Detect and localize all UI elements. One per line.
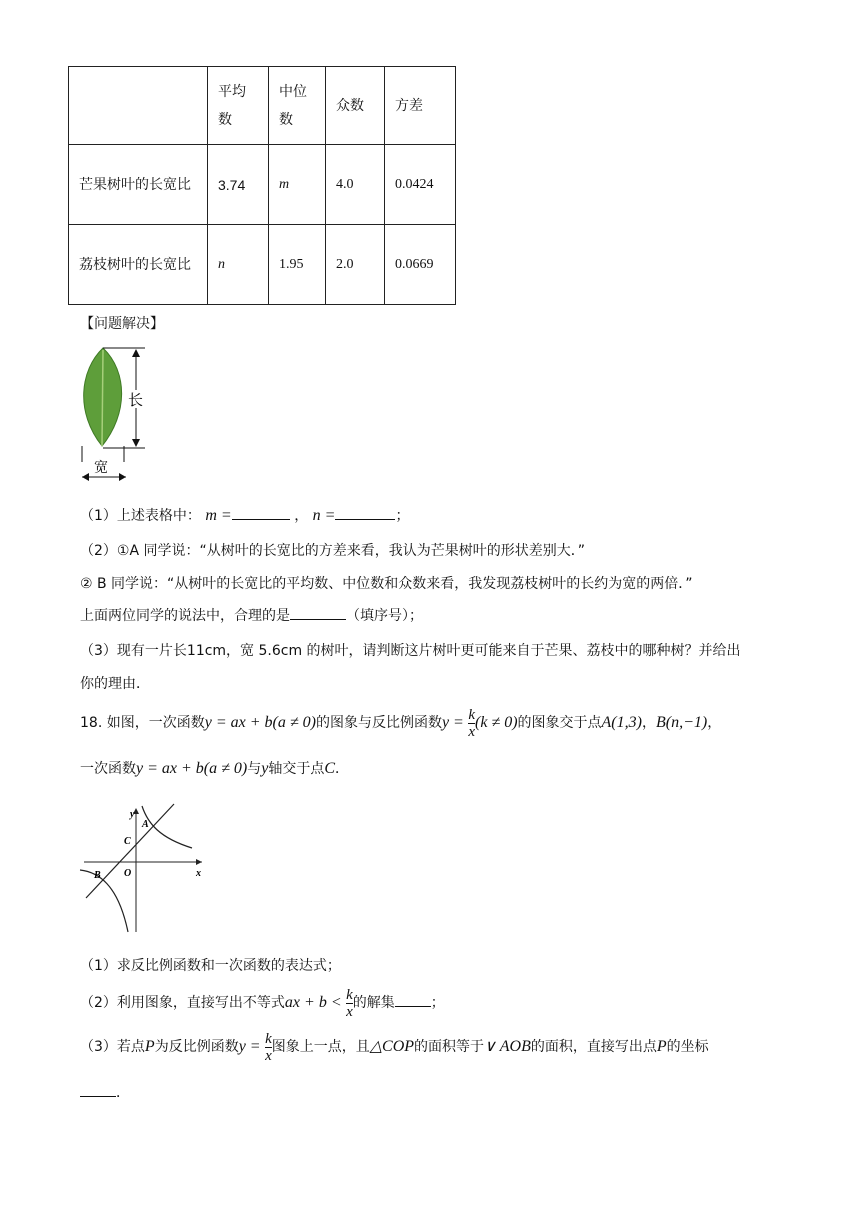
leaf-midrib (102, 350, 103, 446)
table-header-row (69, 67, 456, 145)
answer-blank[interactable] (290, 605, 346, 620)
function-graph (78, 800, 208, 935)
point-a-label: A (142, 819, 149, 830)
y-label: y (130, 809, 135, 820)
section-title: 【问题解决】 (80, 316, 164, 332)
header-empty-cell (69, 67, 208, 145)
width-arrow (80, 470, 130, 484)
q18-part3-blank-line: ． (80, 1082, 130, 1102)
x-axis-arrow-icon (196, 859, 202, 865)
statistics-table (68, 66, 456, 305)
origin-label: O (124, 868, 132, 879)
fraction-k-over-x: $\frac{k}{x}$ (265, 1030, 272, 1064)
point-c-label: C (124, 836, 131, 847)
fraction-k-over-x: $\frac{k}{x}$ (468, 706, 475, 740)
table-row (69, 145, 456, 225)
mean-cell: 3.74 (208, 145, 269, 225)
arrow-head-icon (119, 473, 126, 481)
variance-cell: 0.0424 (385, 145, 456, 225)
median-cell: 1.95 (269, 225, 326, 305)
arrow-head-icon (132, 439, 140, 447)
q17-part3a: （3）现有一片长11cm，宽 5.6cm 的树叶，请判断这片树叶更可能来自于芒果、荔枝中的哪种树？并给出 (80, 643, 741, 659)
mode-cell: 4.0 (326, 145, 385, 225)
answer-blank[interactable] (395, 992, 431, 1007)
row-label: 芒果树叶的长宽比 (69, 145, 208, 225)
q18-line1: 18. 如图，一次函数y = ax + b(a ≠ 0)的图象与反比例函数y = $\frac{k}{x}$ (k ≠ 0)的图象交于点A(1,3)，B(n,−1)， (80, 706, 722, 740)
header-median: 中位数 (269, 67, 326, 145)
header-mode: 众数 (326, 67, 385, 145)
answer-blank-m[interactable] (232, 505, 290, 520)
q17-part2b: ② B 同学说：“从树叶的长宽比的平均数、中位数和众数来看，我发现荔枝树叶的长约为宽的两倍．” (80, 576, 693, 592)
header-mean: 平均数 (208, 67, 269, 145)
answer-blank[interactable] (80, 1082, 116, 1097)
table-row (69, 225, 456, 305)
fraction-k-over-x: $\frac{k}{x}$ (346, 986, 353, 1020)
variance-cell: 0.0669 (385, 225, 456, 305)
q18-part1: （1）求反比例函数和一次函数的表达式； (80, 958, 341, 974)
median-cell: m (269, 145, 326, 225)
mean-cell: n (208, 225, 269, 305)
width-label: 宽 (94, 460, 108, 476)
row-label: 荔枝树叶的长宽比 (69, 225, 208, 305)
q18-part3: （3）若点P为反比例函数y = $\frac{k}{x}$ 图象上一点，且△COP的面积等于∨ AOB的面积，直接写出点P的坐标 (80, 1030, 709, 1064)
q17-part2c: 上面两位同学的说法中，合理的是 （填序号）； (80, 605, 423, 625)
answer-blank-n[interactable] (335, 505, 395, 520)
q18-line2: 一次函数y = ax + b(a ≠ 0)与y轴交于点C． (80, 760, 350, 777)
header-variance: 方差 (385, 67, 456, 145)
point-b-label: B (94, 870, 101, 881)
leaf-figure (70, 342, 160, 476)
x-label: x (196, 868, 201, 879)
q17-part2a: （2）①A 同学说：“从树叶的长宽比的方差来看，我认为芒果树叶的形状差别大．” (80, 543, 585, 559)
arrow-head-icon (132, 349, 140, 357)
q17-part3b: 你的理由． (80, 676, 150, 692)
q18-part2: （2）利用图象，直接写出不等式ax + b < $\frac{k}{x}$ 的解集 ； (80, 986, 445, 1020)
q17-part1: （1）上述表格中： m = ， n = ； (80, 507, 410, 524)
mode-cell: 2.0 (326, 225, 385, 305)
length-label: 长 (128, 391, 144, 409)
arrow-head-icon (82, 473, 89, 481)
